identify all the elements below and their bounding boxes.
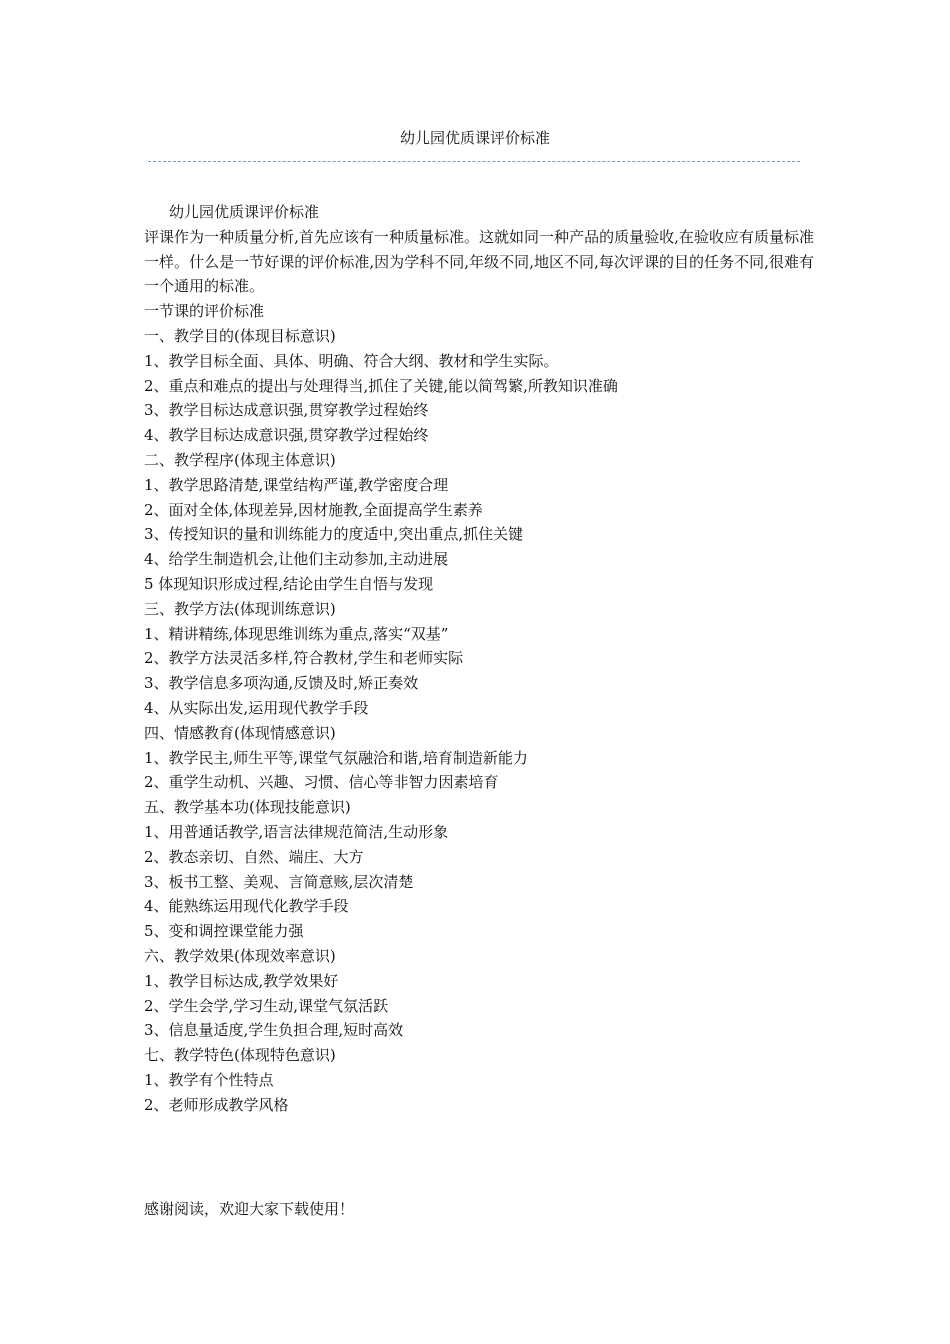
list-item: 3、板书工整、美观、言简意赅,层次清楚	[144, 872, 414, 891]
list-item: 2、重学生动机、兴趣、习惯、信心等非智力因素培育	[144, 773, 499, 792]
list-item: 4、从实际出发,运用现代教学手段	[144, 698, 369, 717]
list-item: 5、变和调控课堂能力强	[144, 922, 304, 941]
list-item: 4、给学生制造机会,让他们主动参加,主动进展	[144, 550, 449, 569]
list-item: 二、教学程序(体现主体意识)	[144, 450, 336, 469]
list-item: 1、用普通话教学,语言法律规范简洁,生动形象	[144, 822, 449, 841]
closing-note: 感谢阅读，欢迎大家下载使用！	[144, 1200, 355, 1218]
list-item: 一、教学目的(体现目标意识)	[144, 326, 336, 345]
list-item: 1、教学目标达成,教学效果好	[144, 971, 339, 990]
list-item: 1、教学民主,师生平等,课堂气氛融洽和谐,培育制造新能力	[144, 748, 528, 767]
list-item: 三、教学方法(体现训练意识)	[144, 599, 336, 618]
intro-paragraph: 评课作为一种质量分析,首先应该有一种质量标准。这就如同一种产品的质量验收,在验收应有质量标准一样。什么是一节好课的评价标准,因为学科不同,年级不同,地区不同,每次评课的目的任务不同,很难有一个通用的标准。	[144, 227, 814, 296]
criteria-list	[144, 299, 814, 1117]
list-item: 2、教态亲切、自然、端庄、大方	[144, 847, 364, 866]
list-item: 3、传授知识的量和训练能力的度适中,突出重点,抓住关键	[144, 525, 524, 544]
list-item: 1、教学思路清楚,课堂结构严谨,教学密度合理	[144, 475, 449, 494]
list-item: 一节课的评价标准	[144, 302, 265, 321]
list-item: 六、教学效果(体现效率意识)	[144, 946, 336, 965]
page-title: 幼儿园优质课评价标准	[399, 129, 550, 147]
document-subtitle: 幼儿园优质课评价标准	[169, 203, 320, 221]
list-item: 3、教学信息多项沟通,反馈及时,矫正奏效	[144, 674, 419, 693]
list-item: 2、老师形成教学风格	[144, 1095, 289, 1114]
list-item: 2、教学方法灵活多样,符合教材,学生和老师实际	[144, 649, 464, 668]
list-item: 4、教学目标达成意识强,贯穿教学过程始终	[144, 426, 429, 445]
list-item: 2、面对全体,体现差异,因材施教,全面提高学生素养	[144, 500, 483, 519]
list-item: 1、教学有个性特点	[144, 1070, 274, 1089]
list-item: 1、教学目标全面、具体、明确、符合大纲、教材和学生实际。	[144, 351, 559, 370]
list-item: 2、重点和难点的提出与处理得当,抓住了关键,能以简驾繁,所教知识准确	[144, 376, 618, 395]
list-item: 1、精讲精练,体现思维训练为重点,落实“双基”	[144, 624, 449, 643]
list-item: 3、信息量适度,学生负担合理,短时高效	[144, 1021, 404, 1040]
list-item: 2、学生会学,学习生动,课堂气氛活跃	[144, 996, 389, 1015]
list-item: 四、情感教育(体现情感意识)	[144, 723, 336, 742]
list-item: 4、能熟练运用现代化教学手段	[144, 897, 349, 916]
list-item: 五、教学基本功(体现技能意识)	[144, 798, 351, 817]
list-item: 七、教学特色(体现特色意识)	[144, 1046, 336, 1065]
document-body	[144, 200, 814, 1117]
list-item: 5 体现知识形成过程,结论由学生自悟与发现	[144, 574, 434, 593]
list-item: 3、教学目标达成意识强,贯穿教学过程始终	[144, 401, 429, 420]
title-divider	[148, 161, 800, 162]
